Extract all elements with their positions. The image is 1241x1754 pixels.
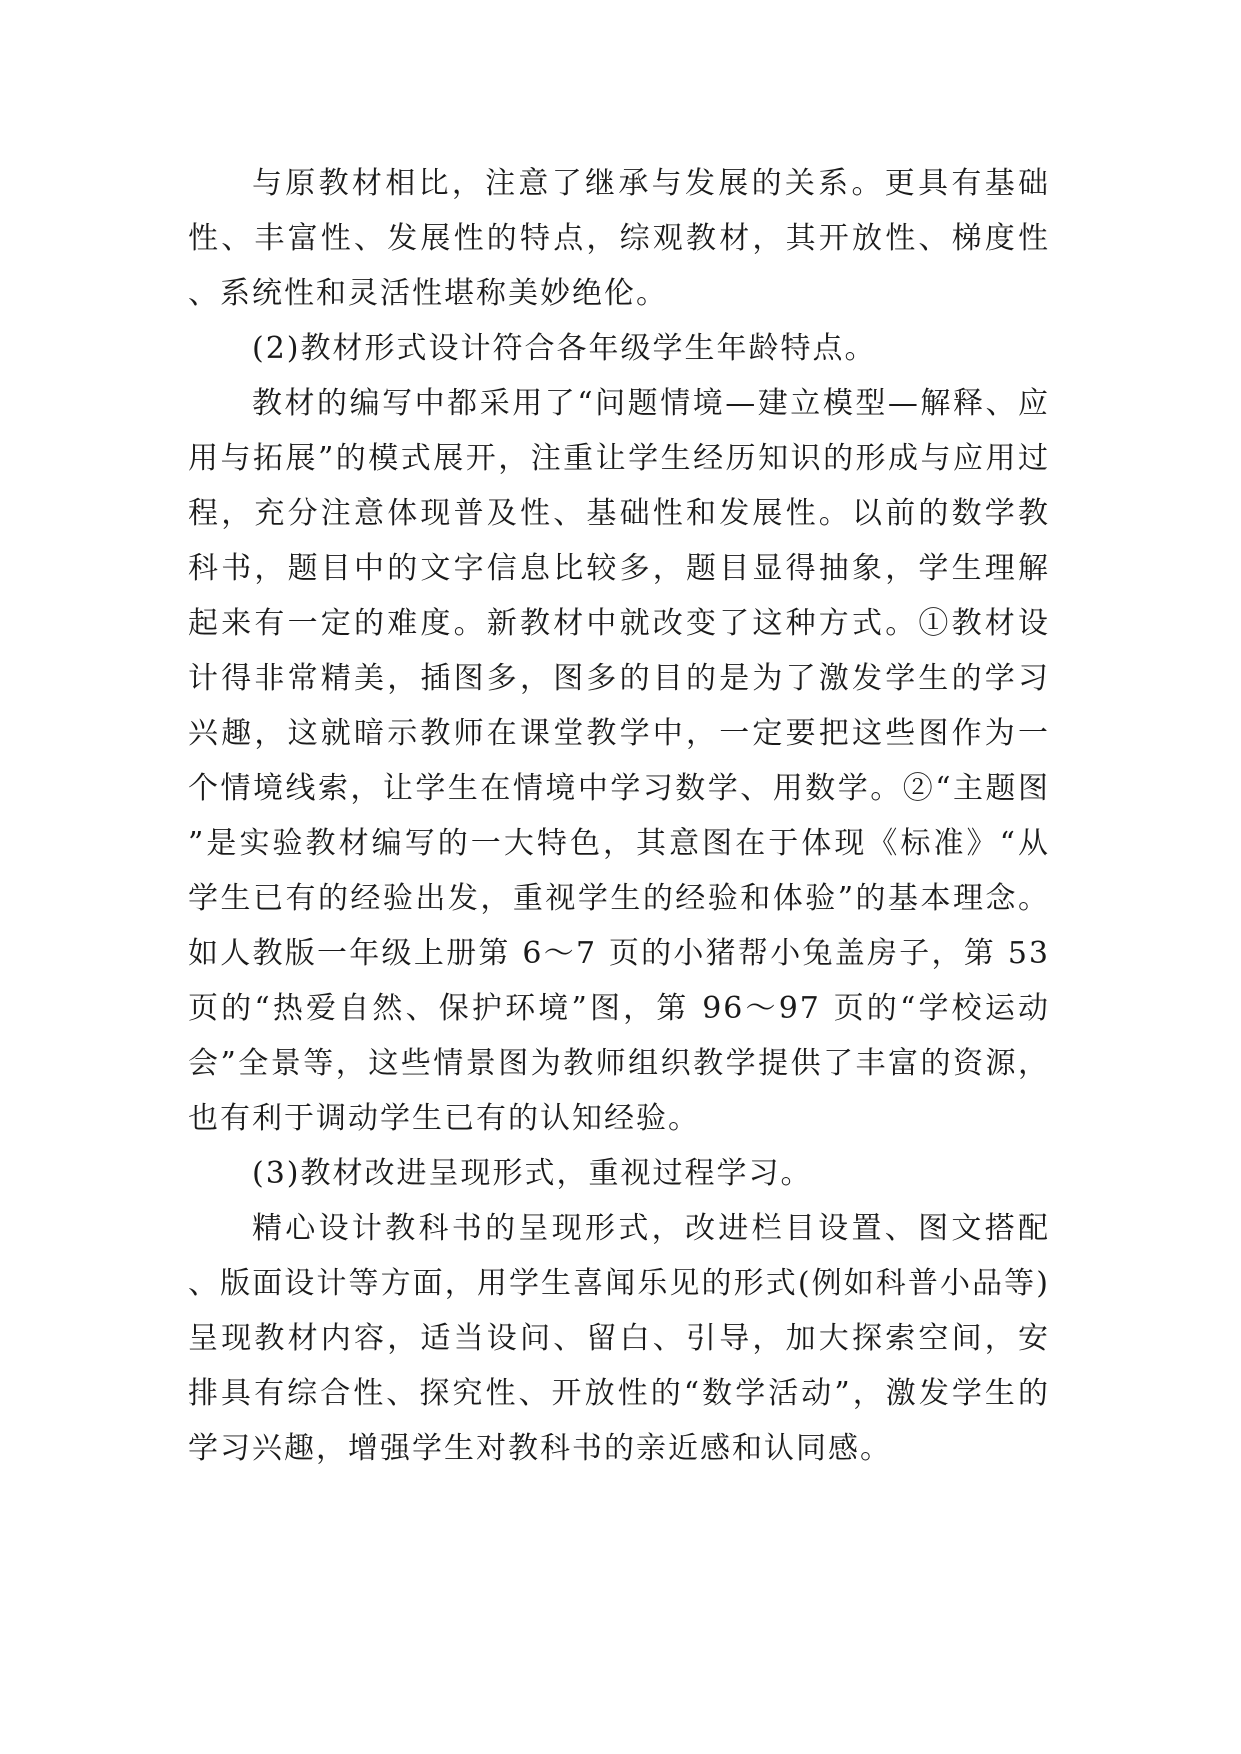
paragraph-textbook-design: 教材的编写中都采用了“问题情境—建立模型—解释、应用与拓展”的模式展开，注重让学生经历知识的形成与应用过程，充分注意体现普及性、基础性和发展性。以前的数学教科书，题目中的文字信息比较多，题目显得抽象，学生理解起来有一定的难度。新教材中就改变了这种方式。①教材设计得非常精美，插图多，图多的目的是为了激发学生的学习兴趣，这就暗示教师在课堂教学中，一定要把这些图作为一个情境线索，让学生在情境中学习数学、用数学。②“主题图”是实验教材编写的一大特色，其意图在于体现《标准》“从学生已有的经验出发，重视学生的经验和体验”的基本理念。如人教版一年级上册第 6～7 页的小猪帮小兔盖房子，第 53 页的“热爱自然、保护环境”图，第 96～97 页的“学校运动会”全景等，这些情景图为教师组织教学提供了丰富的资源，也有利于调动学生已有的认知经验。 <box>188 386 1050 1136</box>
section-heading-3: (3)教材改进呈现形式，重视过程学习。 <box>252 1156 813 1191</box>
section-heading-2: (2)教材形式设计符合各年级学生年龄特点。 <box>252 331 877 366</box>
paragraph-presentation-form: 精心设计教科书的呈现形式，改进栏目设置、图文搭配、版面设计等方面，用学生喜闻乐见的形式(例如科普小品等)呈现教材内容，适当设问、留白、引导，加大探索空间，安排具有综合性、探究性、开放性的“数学活动”，激发学生的学习兴趣，增强学生对教科书的亲近感和认同感。 <box>188 1211 1050 1466</box>
document-body <box>188 156 1050 1476</box>
paragraph-continuation: 与原教材相比，注意了继承与发展的关系。更具有基础性、丰富性、发展性的特点，综观教材，其开放性、梯度性、系统性和灵活性堪称美妙绝伦。 <box>188 166 1050 311</box>
